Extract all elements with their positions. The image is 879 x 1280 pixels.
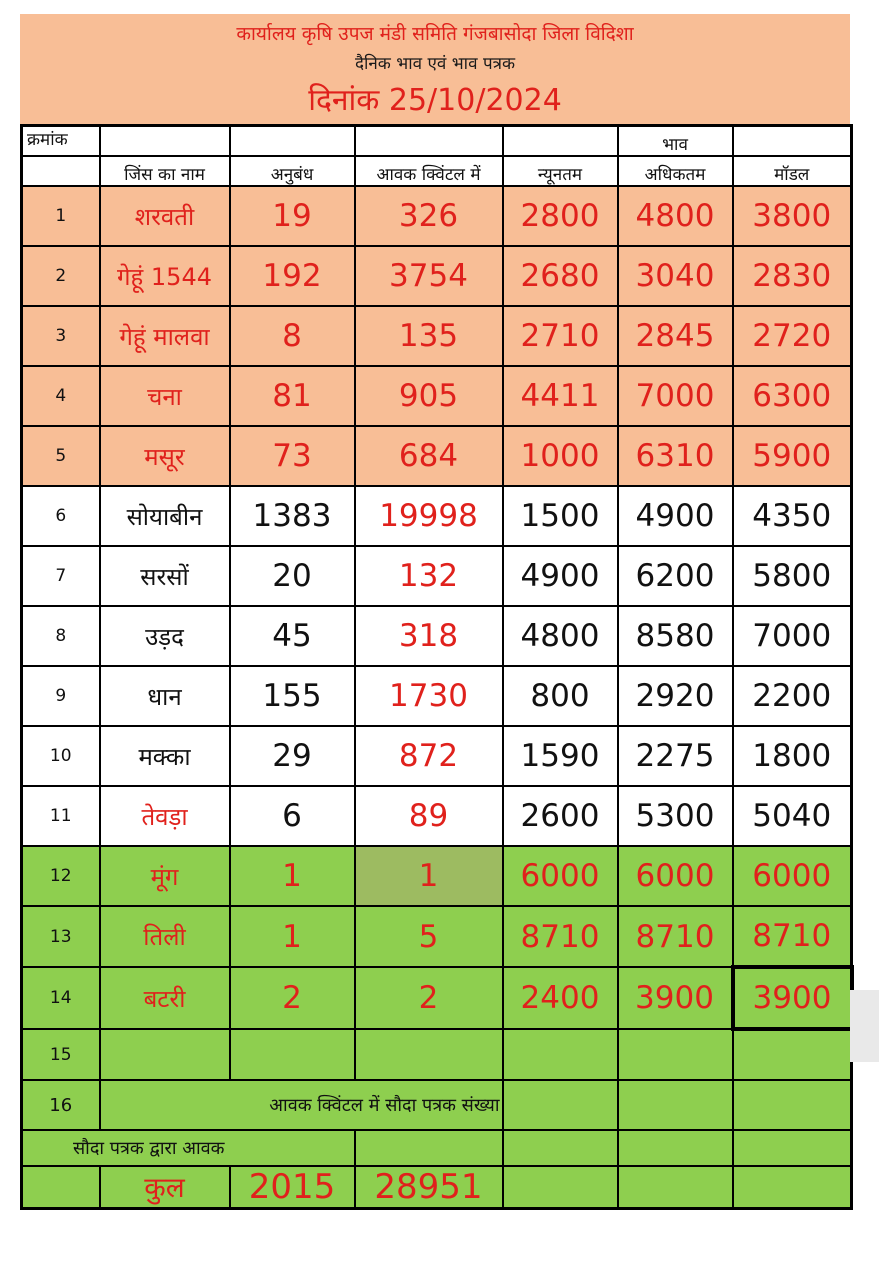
table-row <box>22 486 852 546</box>
table-row-sauda-arrival <box>22 1130 852 1166</box>
row-model: 6000 <box>733 846 852 906</box>
empty-cell <box>230 1029 355 1080</box>
sheet-date: दिनांक 25/10/2024 <box>308 83 562 118</box>
row-max: 6310 <box>618 426 733 486</box>
blank-header-cell <box>100 126 230 157</box>
empty-cell <box>733 1080 852 1130</box>
table-row <box>22 786 852 846</box>
page-edge-shadow <box>850 990 879 1062</box>
row-commodity-name: तेवड़ा <box>100 786 230 846</box>
row-model: 5040 <box>733 786 852 846</box>
row-model: 3900 <box>733 967 852 1029</box>
row-model: 3800 <box>733 186 852 246</box>
row-arrival: 3754 <box>355 246 503 306</box>
sauda-arrival-label: सौदा पत्रक द्वारा आवक <box>22 1130 355 1166</box>
row-arrival: 1730 <box>355 666 503 726</box>
header-row-bottom <box>22 156 852 186</box>
row-commodity-name: चना <box>100 366 230 426</box>
table-row <box>22 606 852 666</box>
table-row <box>22 546 852 606</box>
row-max: 4800 <box>618 186 733 246</box>
row-min: 6000 <box>503 846 618 906</box>
row-model: 1800 <box>733 726 852 786</box>
office-title: कार्यालय कृषि उपज मंडी समिति गंजबासोदा जिला विदिशा <box>236 23 634 45</box>
row-model: 7000 <box>733 606 852 666</box>
row-max: 6000 <box>618 846 733 906</box>
table-row-sauda-count <box>22 1080 852 1130</box>
row-sno: 6 <box>22 486 100 546</box>
row-arrival: 5 <box>355 906 503 967</box>
row-contract: 2 <box>230 967 355 1029</box>
total-contract: 2015 <box>230 1166 355 1209</box>
row-sno: 13 <box>22 906 100 967</box>
total-arrival: 28951 <box>355 1166 503 1209</box>
empty-cell <box>733 1166 852 1209</box>
rates-table <box>20 124 854 1210</box>
row-commodity-name: धान <box>100 666 230 726</box>
empty-cell <box>733 1130 852 1166</box>
row-min: 2800 <box>503 186 618 246</box>
row-min: 8710 <box>503 906 618 967</box>
row-max: 2845 <box>618 306 733 366</box>
sheet-header <box>20 14 850 124</box>
row-contract: 6 <box>230 786 355 846</box>
row-model: 6300 <box>733 366 852 426</box>
row-min: 1500 <box>503 486 618 546</box>
row-sno: 9 <box>22 666 100 726</box>
row-arrival: 2 <box>355 967 503 1029</box>
row-model: 5900 <box>733 426 852 486</box>
empty-cell <box>355 1130 503 1166</box>
row-min: 4900 <box>503 546 618 606</box>
row-max: 3040 <box>618 246 733 306</box>
row-commodity-name: मक्का <box>100 726 230 786</box>
table-row <box>22 246 852 306</box>
col-min-header: न्यूनतम <box>503 156 618 186</box>
row-arrival: 872 <box>355 726 503 786</box>
empty-cell <box>618 1130 733 1166</box>
row-min: 4800 <box>503 606 618 666</box>
blank-header-cell <box>503 126 618 157</box>
row-min: 4411 <box>503 366 618 426</box>
row-max: 2920 <box>618 666 733 726</box>
empty-cell <box>22 1166 100 1209</box>
row-arrival: 326 <box>355 186 503 246</box>
table-row <box>22 306 852 366</box>
row-contract: 20 <box>230 546 355 606</box>
row-contract: 19 <box>230 186 355 246</box>
row-sno: 14 <box>22 967 100 1029</box>
row-arrival: 318 <box>355 606 503 666</box>
row-model: 2830 <box>733 246 852 306</box>
row-sno: 10 <box>22 726 100 786</box>
empty-cell <box>503 1166 618 1209</box>
row-contract: 45 <box>230 606 355 666</box>
row-max: 3900 <box>618 967 733 1029</box>
row-contract: 1383 <box>230 486 355 546</box>
row-min: 2680 <box>503 246 618 306</box>
empty-cell <box>503 1130 618 1166</box>
empty-cell <box>355 1029 503 1080</box>
row-contract: 81 <box>230 366 355 426</box>
row-commodity-name: सोयाबीन <box>100 486 230 546</box>
row-min: 1590 <box>503 726 618 786</box>
table-row <box>22 426 852 486</box>
table-row <box>22 666 852 726</box>
rate-sheet <box>20 14 850 1210</box>
col-sno-header: क्रमांक <box>22 126 100 157</box>
table-row <box>22 366 852 426</box>
row-sno: 1 <box>22 186 100 246</box>
row-commodity-name: बटरी <box>100 967 230 1029</box>
blank-header-cell <box>230 126 355 157</box>
empty-cell <box>733 1029 852 1080</box>
empty-cell <box>503 1080 618 1130</box>
table-row <box>22 186 852 246</box>
row-commodity-name: गेहूं 1544 <box>100 246 230 306</box>
row-sno: 3 <box>22 306 100 366</box>
row-commodity-name: मसूर <box>100 426 230 486</box>
row-max: 2275 <box>618 726 733 786</box>
empty-cell <box>618 1080 733 1130</box>
row-model: 2720 <box>733 306 852 366</box>
table-row-total <box>22 1166 852 1209</box>
row-min: 2710 <box>503 306 618 366</box>
row-contract: 73 <box>230 426 355 486</box>
row-sno: 11 <box>22 786 100 846</box>
row-arrival: 89 <box>355 786 503 846</box>
sauda-count-label: आवक क्विंटल में सौदा पत्रक संख्या <box>100 1080 503 1130</box>
row-sno: 7 <box>22 546 100 606</box>
table-row <box>22 967 852 1029</box>
row-max: 5300 <box>618 786 733 846</box>
row-contract: 29 <box>230 726 355 786</box>
row-contract: 8 <box>230 306 355 366</box>
col-max-header: अधिकतम <box>618 156 733 186</box>
row-arrival: 132 <box>355 546 503 606</box>
row-min: 1000 <box>503 426 618 486</box>
row-min: 800 <box>503 666 618 726</box>
table-row <box>22 846 852 906</box>
blank-header-cell <box>733 126 852 157</box>
row-commodity-name: उड़द <box>100 606 230 666</box>
row-arrival: 135 <box>355 306 503 366</box>
col-arrival-header: आवक क्विंटल में <box>355 156 503 186</box>
row-commodity-name: तिली <box>100 906 230 967</box>
row-arrival: 19998 <box>355 486 503 546</box>
row-sno: 4 <box>22 366 100 426</box>
row-commodity-name: शरवती <box>100 186 230 246</box>
row-sno: 2 <box>22 246 100 306</box>
row-max: 8710 <box>618 906 733 967</box>
row-model: 8710 <box>733 906 852 967</box>
empty-cell <box>100 1029 230 1080</box>
row-commodity-name: सरसों <box>100 546 230 606</box>
row-sno: 5 <box>22 426 100 486</box>
row-contract: 1 <box>230 846 355 906</box>
row-min: 2400 <box>503 967 618 1029</box>
row-max: 4900 <box>618 486 733 546</box>
col-model-header: मॉडल <box>733 156 852 186</box>
row-sno: 16 <box>22 1080 100 1130</box>
col-name-header: जिंस का नाम <box>100 156 230 186</box>
empty-cell <box>618 1029 733 1080</box>
row-commodity-name: गेहूं मालवा <box>100 306 230 366</box>
row-contract: 192 <box>230 246 355 306</box>
col-contract-header: अनुबंध <box>230 156 355 186</box>
header-row-top <box>22 126 852 157</box>
row-arrival: 1 <box>355 846 503 906</box>
row-arrival: 905 <box>355 366 503 426</box>
table-row <box>22 906 852 967</box>
row-model: 5800 <box>733 546 852 606</box>
row-min: 2600 <box>503 786 618 846</box>
empty-cell <box>503 1029 618 1080</box>
blank-header-cell <box>22 156 100 186</box>
table-row <box>22 726 852 786</box>
total-label: कुल <box>100 1166 230 1209</box>
sheet-subtitle: दैनिक भाव एवं भाव पत्रक <box>354 54 516 74</box>
row-contract: 155 <box>230 666 355 726</box>
row-sno: 8 <box>22 606 100 666</box>
row-max: 6200 <box>618 546 733 606</box>
row-sno: 15 <box>22 1029 100 1080</box>
row-commodity-name: मूंग <box>100 846 230 906</box>
table-row-empty <box>22 1029 852 1080</box>
row-contract: 1 <box>230 906 355 967</box>
row-arrival: 684 <box>355 426 503 486</box>
row-sno: 12 <box>22 846 100 906</box>
col-bhav-header: भाव <box>618 126 733 157</box>
blank-header-cell <box>355 126 503 157</box>
empty-cell <box>618 1166 733 1209</box>
row-max: 8580 <box>618 606 733 666</box>
row-max: 7000 <box>618 366 733 426</box>
row-model: 2200 <box>733 666 852 726</box>
row-model: 4350 <box>733 486 852 546</box>
